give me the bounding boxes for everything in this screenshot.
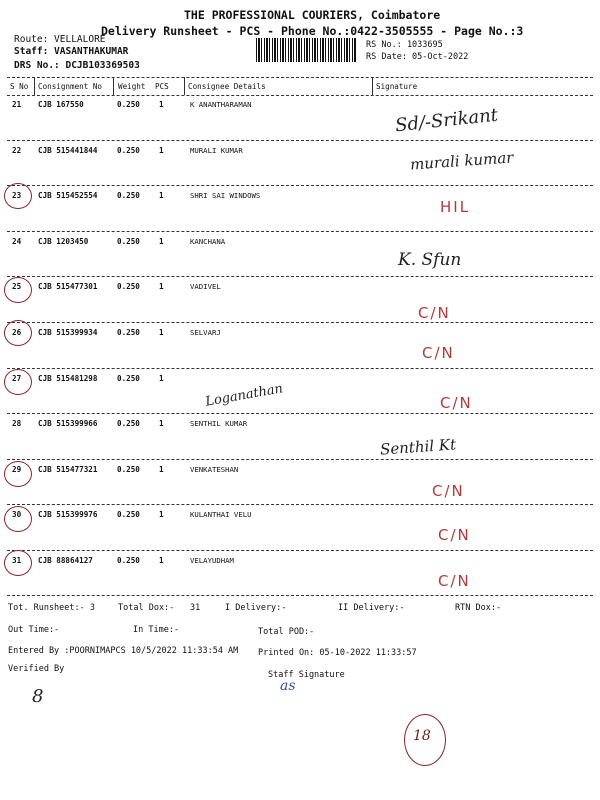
row-separator bbox=[7, 322, 593, 323]
row-pcs: 1 bbox=[159, 374, 164, 383]
row-consignee: VENKATESHAN bbox=[190, 465, 239, 474]
staff-signature-label: Staff Signature bbox=[268, 670, 345, 680]
row-weight: 0.250 bbox=[117, 100, 140, 109]
row-consignment-no: CJB 515481298 bbox=[38, 374, 98, 383]
signature-31: C/N bbox=[438, 572, 471, 590]
col-divider bbox=[34, 77, 35, 95]
row-separator bbox=[7, 368, 593, 369]
row-weight: 0.250 bbox=[117, 237, 140, 246]
row-consignee: KULANTHAI VELU bbox=[190, 510, 252, 519]
row-pcs: 1 bbox=[159, 282, 164, 291]
row-separator bbox=[7, 459, 593, 460]
row-weight: 0.250 bbox=[117, 510, 140, 519]
signature-28: Senthil Kt bbox=[379, 435, 457, 459]
row-pcs: 1 bbox=[159, 191, 164, 200]
row-pcs: 1 bbox=[159, 465, 164, 474]
row-consignee: SHRI SAI WINDOWS bbox=[190, 191, 261, 200]
col-divider bbox=[372, 77, 373, 95]
i-delivery: I Delivery:- bbox=[225, 603, 287, 613]
row-pcs: 1 bbox=[159, 146, 164, 155]
row-pcs: 1 bbox=[159, 100, 164, 109]
staff-signature-mark: as bbox=[280, 678, 296, 694]
col-divider bbox=[113, 77, 114, 95]
row-consignee: VELAYUDHAM bbox=[190, 556, 234, 565]
row-separator bbox=[7, 413, 593, 414]
page-subtitle: Delivery Runsheet - PCS - Phone No.:0422-3505555 - Page No.:3 bbox=[101, 24, 524, 38]
signature-24: K. Sfun bbox=[398, 250, 462, 270]
signature-23: HIL bbox=[440, 198, 471, 216]
signature-29: C/N bbox=[432, 482, 465, 500]
verified-mark: 8 bbox=[32, 686, 44, 707]
header-bottom-rule bbox=[7, 95, 593, 96]
row-weight: 0.250 bbox=[117, 374, 140, 383]
rtn-dox: RTN Dox:- bbox=[455, 603, 502, 613]
total-dox-label: Total Dox:- bbox=[118, 603, 175, 613]
circle-mark bbox=[4, 369, 32, 395]
col-pcs: PCS bbox=[155, 82, 169, 91]
row-sno: 24 bbox=[12, 237, 22, 246]
out-time: Out Time:- bbox=[8, 625, 60, 635]
row-separator bbox=[7, 550, 593, 551]
row-consignee: SELVARJ bbox=[190, 328, 221, 337]
row-consignment-no: CJB 515399966 bbox=[38, 419, 98, 428]
row-weight: 0.250 bbox=[117, 328, 140, 337]
handwritten-name-27: Loganathan bbox=[204, 381, 285, 410]
col-consignment: Consignment No bbox=[38, 82, 103, 91]
circled-number: 18 bbox=[413, 728, 431, 744]
row-separator bbox=[7, 276, 593, 277]
row-separator bbox=[7, 140, 593, 141]
col-weight: Weight bbox=[118, 82, 146, 91]
ii-delivery: II Delivery:- bbox=[338, 603, 405, 613]
row-sno: 30 bbox=[12, 510, 22, 519]
row-weight: 0.250 bbox=[117, 191, 140, 200]
row-sno: 22 bbox=[12, 146, 22, 155]
page-title: THE PROFESSIONAL COURIERS, Coimbatore bbox=[184, 8, 441, 22]
row-sno: 31 bbox=[12, 556, 22, 565]
circle-mark bbox=[4, 320, 32, 346]
barcode bbox=[256, 38, 356, 62]
staff-label: Staff: VASANTHAKUMAR bbox=[14, 46, 129, 57]
total-dox-value: 31 bbox=[190, 603, 201, 613]
row-pcs: 1 bbox=[159, 556, 164, 565]
row-consignment-no: CJB 515399934 bbox=[38, 328, 98, 337]
circle-mark bbox=[4, 506, 32, 532]
row-pcs: 1 bbox=[159, 510, 164, 519]
rs-date: RS Date: 05-Oct-2022 bbox=[366, 52, 469, 62]
row-consignee: SENTHIL KUMAR bbox=[190, 419, 248, 428]
table-bottom-rule bbox=[7, 595, 593, 596]
rs-number: RS No.: 1033695 bbox=[366, 40, 443, 50]
row-consignment-no: CJB 1203450 bbox=[38, 237, 89, 246]
row-consignment-no: CJB 515477321 bbox=[38, 465, 98, 474]
signature-25: C/N bbox=[418, 304, 451, 322]
row-weight: 0.250 bbox=[117, 282, 140, 291]
col-signature: Signature bbox=[376, 82, 418, 91]
row-consignment-no: CJB 515452554 bbox=[38, 191, 98, 200]
in-time: In Time:- bbox=[133, 625, 180, 635]
row-consignment-no: CJB 515477301 bbox=[38, 282, 98, 291]
row-pcs: 1 bbox=[159, 237, 164, 246]
row-weight: 0.250 bbox=[117, 419, 140, 428]
signature-27: C/N bbox=[440, 394, 473, 412]
row-pcs: 1 bbox=[159, 419, 164, 428]
row-consignee: VADIVEL bbox=[190, 282, 221, 291]
row-separator bbox=[7, 504, 593, 505]
row-separator bbox=[7, 231, 593, 232]
printed-on: Printed On: 05-10-2022 11:33:57 bbox=[258, 648, 417, 658]
row-sno: 23 bbox=[12, 191, 22, 200]
tot-runsheet: Tot. Runsheet:- 3 bbox=[8, 603, 95, 613]
row-consignment-no: CJB 167550 bbox=[38, 100, 84, 109]
row-sno: 29 bbox=[12, 465, 22, 474]
col-divider bbox=[184, 77, 185, 95]
row-consignment-no: CJB 88864127 bbox=[38, 556, 93, 565]
row-consignee: KANCHANA bbox=[190, 237, 226, 246]
signature-21: Sd/-Srikant bbox=[394, 104, 499, 137]
header-top-rule bbox=[7, 77, 593, 78]
circle-mark bbox=[4, 550, 32, 576]
row-sno: 28 bbox=[12, 419, 22, 428]
col-consignee: Consignee Details bbox=[188, 82, 266, 91]
row-consignee: MURALI KUMAR bbox=[190, 146, 243, 155]
row-sno: 25 bbox=[12, 282, 22, 291]
circle-mark bbox=[4, 461, 32, 487]
route-label: Route: VELLALORE bbox=[14, 34, 106, 45]
row-weight: 0.250 bbox=[117, 556, 140, 565]
row-sno: 26 bbox=[12, 328, 22, 337]
row-weight: 0.250 bbox=[117, 146, 140, 155]
verified-by: Verified By bbox=[8, 664, 65, 674]
circle-mark bbox=[4, 277, 32, 303]
signature-22: murali kumar bbox=[409, 148, 514, 174]
row-consignment-no: CJB 515441844 bbox=[38, 146, 98, 155]
row-pcs: 1 bbox=[159, 328, 164, 337]
row-weight: 0.250 bbox=[117, 465, 140, 474]
col-sno: S No bbox=[10, 82, 29, 91]
entered-by: Entered By :POORNIMAPCS 10/5/2022 11:33:54 AM bbox=[8, 646, 239, 656]
signature-26: C/N bbox=[422, 344, 455, 362]
drs-number: DRS No.: DCJB103369503 bbox=[14, 60, 140, 71]
row-separator bbox=[7, 185, 593, 186]
total-pod: Total POD:- bbox=[258, 627, 315, 637]
row-sno: 27 bbox=[12, 374, 22, 383]
signature-30: C/N bbox=[438, 526, 471, 544]
circle-mark bbox=[4, 183, 32, 209]
row-consignment-no: CJB 515399976 bbox=[38, 510, 98, 519]
row-sno: 21 bbox=[12, 100, 22, 109]
row-consignee: K ANANTHARAMAN bbox=[190, 100, 252, 109]
